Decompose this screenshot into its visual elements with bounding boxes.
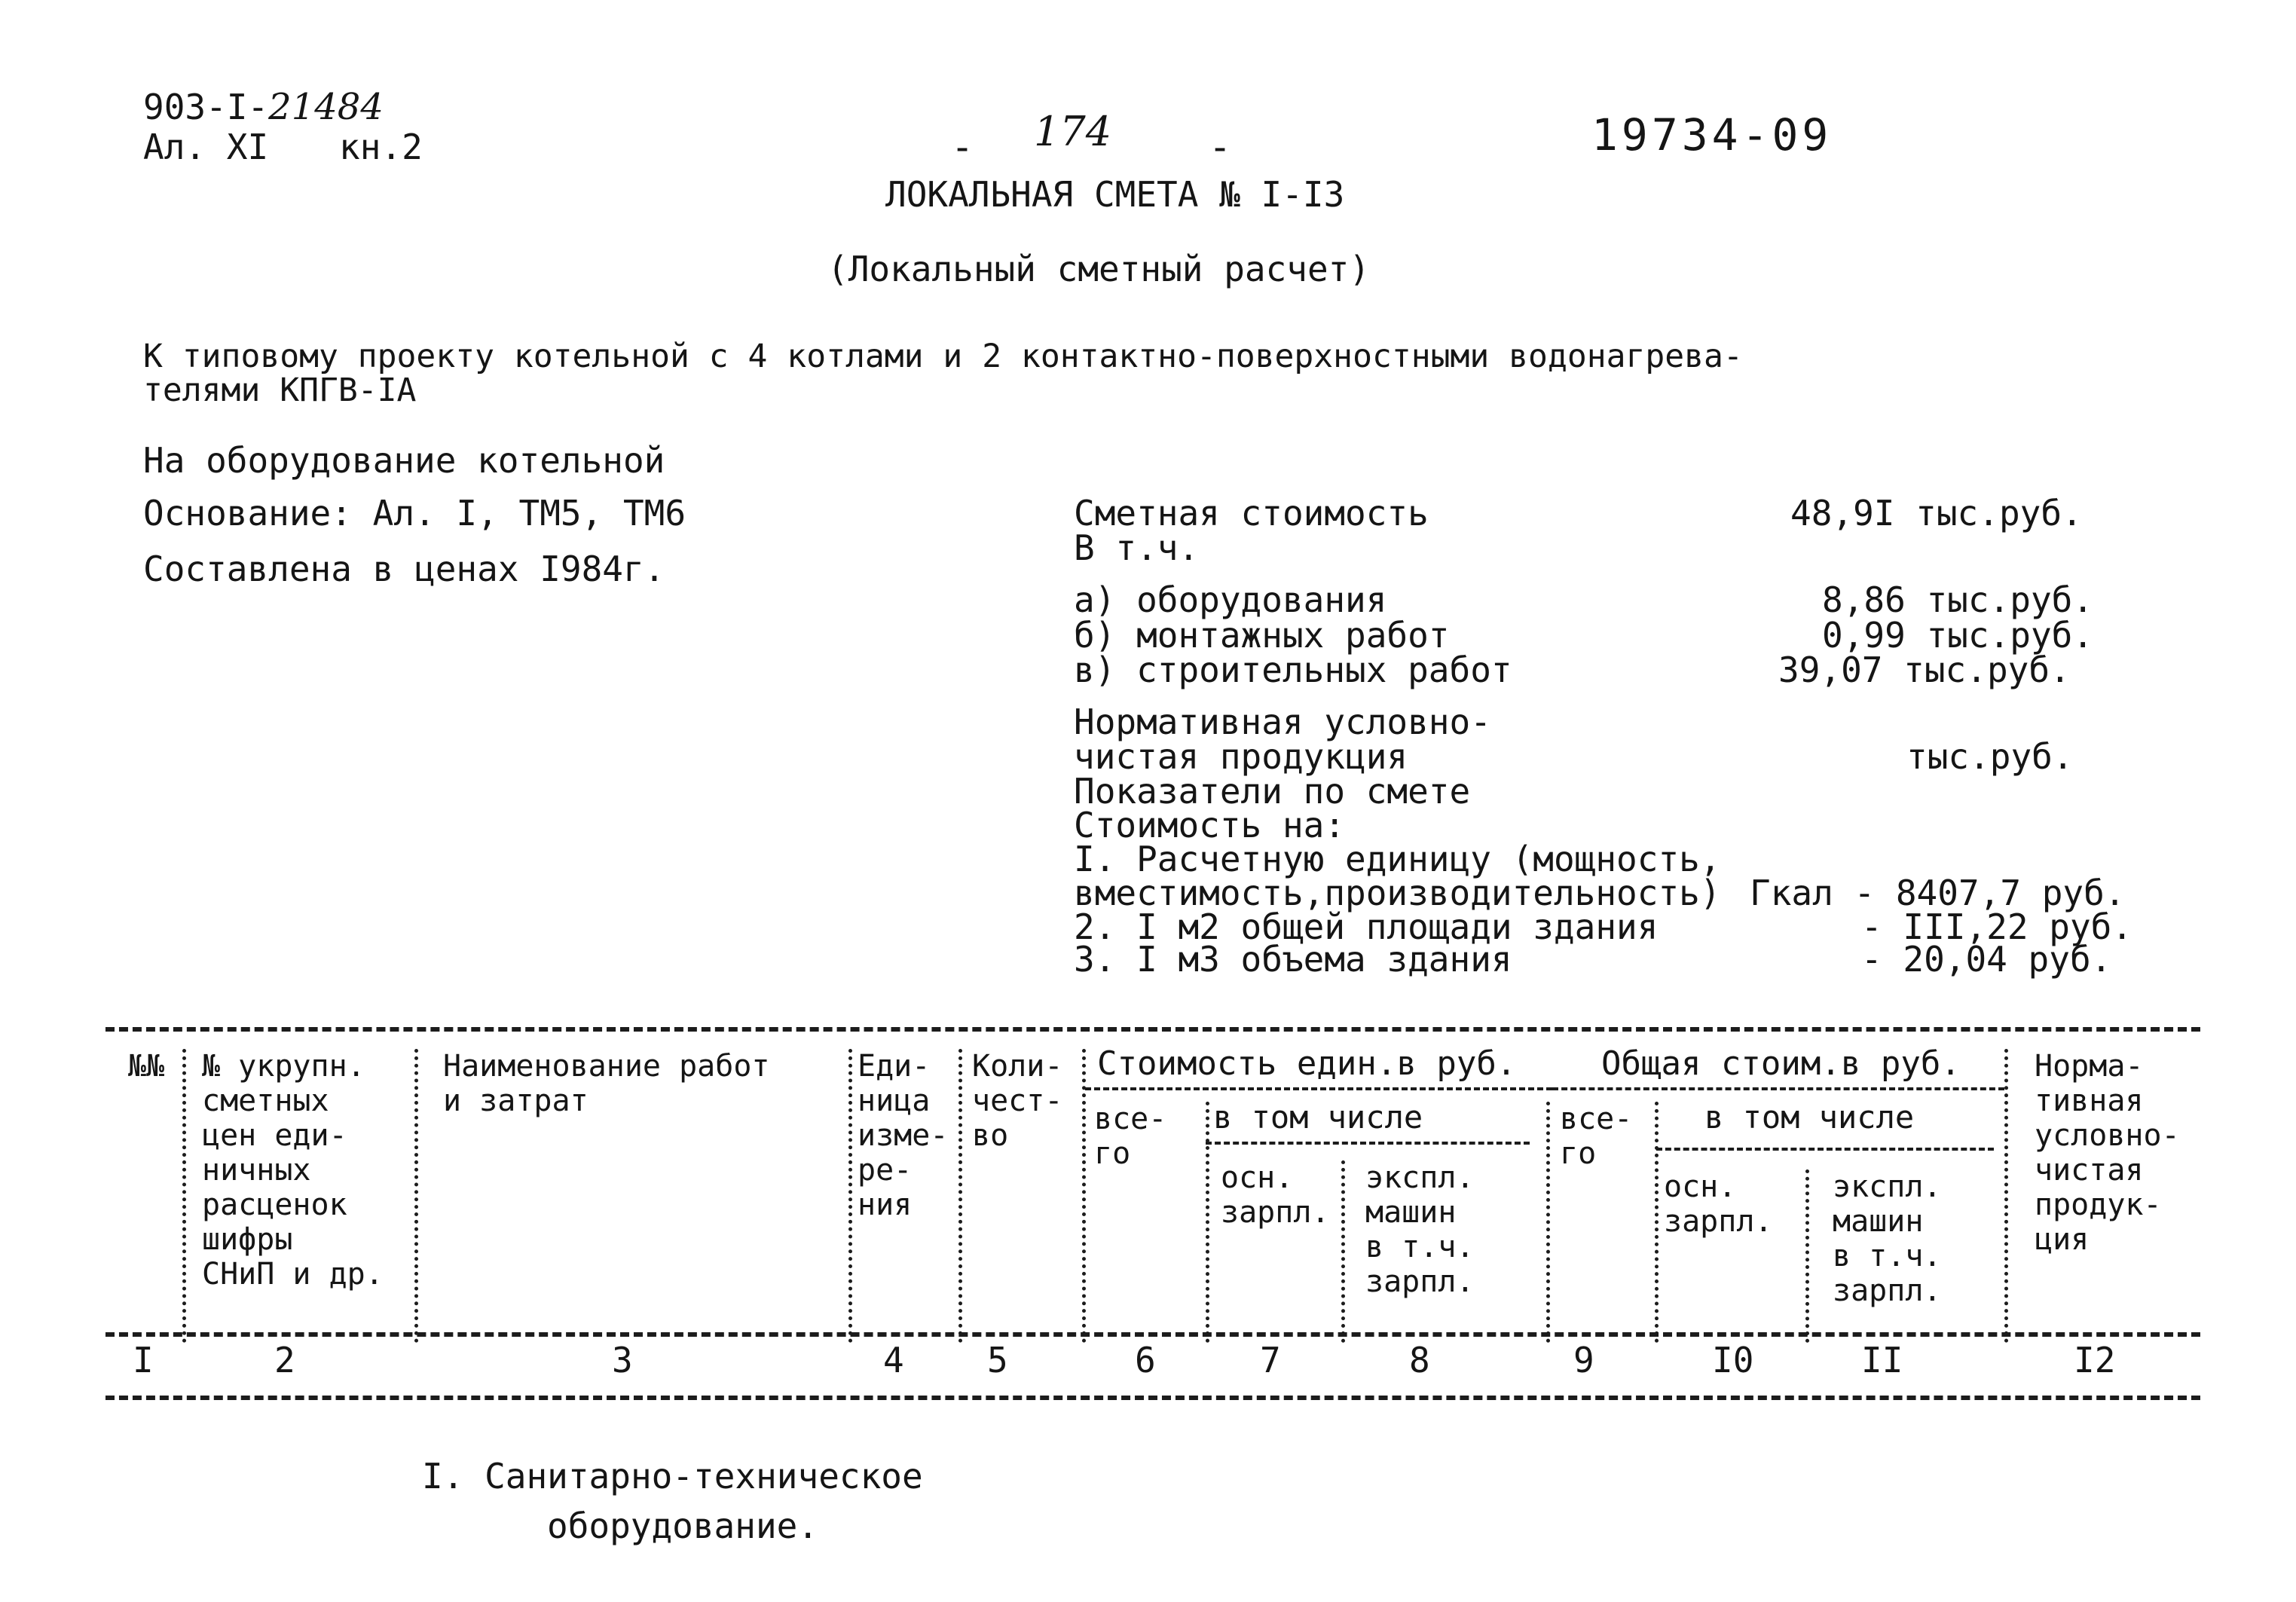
col-separator [414, 1049, 418, 1343]
including-label: В т.ч. [1074, 527, 1200, 568]
normative-unit: тыс.руб. [1906, 736, 2074, 777]
col-header-12: Норма- тивная условно- чистая продук- ция [2035, 1049, 2180, 1257]
col-num-3: 3 [612, 1340, 633, 1380]
page-dash-right: - [1209, 125, 1232, 169]
album-number: Ал. XI [143, 127, 269, 167]
col-separator [958, 1049, 962, 1343]
col-header-2: № укрупн. сметных цен еди- ничных расценок шифры СНиП и др. [202, 1049, 384, 1292]
object-name: На оборудование котельной [143, 440, 665, 481]
indicator-1-line-1: I. Расчетную единицу (мощность, [1074, 839, 1721, 879]
col-num-12: I2 [2074, 1340, 2116, 1380]
indicator-3-value: - 20,04 руб. [1861, 939, 2112, 980]
unit-sub-rule [1206, 1142, 1530, 1145]
group-total-cost-rule [1552, 1087, 2004, 1090]
indicator-2-label: 2. I м2 общей площади здания [1074, 906, 1659, 947]
section-heading-line-2: оборудование. [547, 1506, 819, 1546]
indicator-3-label: 3. I м3 объема здания [1074, 939, 1512, 980]
col-num-5: 5 [987, 1340, 1008, 1380]
normative-label-1: Нормативная условно- [1074, 702, 1491, 742]
indicator-2-value: - III,22 руб. [1861, 906, 2133, 947]
total-sub-rule [1656, 1148, 1994, 1151]
estimated-cost-value: 48,9I тыс.руб. [1790, 493, 2083, 533]
page-number: 174 [1034, 108, 1112, 155]
price-level: Составлена в ценах I984г. [143, 549, 665, 589]
cost-item-equipment: а) оборудования [1074, 579, 1387, 620]
section-heading-line-1: I. Санитарно-техническое [422, 1456, 923, 1497]
code-prefix: 903-I- [143, 87, 269, 127]
col-num-11: II [1861, 1340, 1903, 1380]
col-header-5: Коли- чест- во [972, 1049, 1063, 1153]
col-header-11: экспл. машин в т.ч. зарпл. [1833, 1169, 1942, 1308]
basis: Основание: Ал. I, ТМ5, ТМ6 [143, 493, 686, 533]
estimated-cost-label: Сметная стоимость [1074, 493, 1429, 533]
archive-stamp: 19734-09 [1591, 109, 1833, 161]
document-code [143, 86, 384, 128]
col-num-6: 6 [1135, 1340, 1156, 1380]
col-num-9: 9 [1573, 1340, 1594, 1380]
col-separator [182, 1049, 186, 1343]
group-unit-cost-rule [1085, 1087, 1552, 1090]
col-header-3: Наименование работ и затрат [443, 1049, 770, 1118]
col-separator [1206, 1102, 1209, 1343]
total-in-that-number: в том числе [1704, 1099, 1915, 1136]
indicator-1-line-2: вместимость,производительность) [1074, 873, 1721, 913]
cost-item-installation: б) монтажных работ [1074, 615, 1450, 656]
col-header-10: осн. зарпл. [1664, 1169, 1773, 1239]
indicators-label: Показатели по смете [1074, 771, 1471, 812]
project-line-2: телями КПГВ-IА [143, 371, 417, 409]
table-top-rule [105, 1027, 2200, 1032]
col-separator [1805, 1169, 1809, 1343]
unit-in-that-number: в том числе [1213, 1099, 1423, 1136]
page-title: ЛОКАЛЬНАЯ СМЕТА № I-I3 [885, 174, 1345, 215]
normative-label-2: чистая продукция [1074, 736, 1408, 777]
col-separator [1341, 1160, 1345, 1343]
page-dash-left: - [951, 125, 974, 169]
col-num-1: I [133, 1340, 154, 1380]
group-total-cost: Общая стоим.в руб. [1601, 1044, 1961, 1083]
project-line-1: К типовому проекту котельной с 4 котлами и 2 контактно-поверхностными водонагрева- [143, 338, 1743, 375]
cost-per-label: Стоимость на: [1074, 805, 1346, 845]
col-header-8: экспл. машин в т.ч. зарпл. [1365, 1160, 1475, 1299]
col-num-10: I0 [1712, 1340, 1754, 1380]
cost-value-construction: 39,07 тыс.руб. [1778, 650, 2071, 690]
cost-item-construction: в) строительных работ [1074, 650, 1512, 690]
col-header-9: все- го [1560, 1102, 1633, 1171]
header-bottom-rule [105, 1332, 2200, 1337]
col-separator [1546, 1102, 1550, 1343]
col-separator [848, 1049, 852, 1343]
col-num-4: 4 [883, 1340, 904, 1380]
cost-value-installation: 0,99 тыс.руб. [1822, 615, 2094, 656]
col-header-7: осн. зарпл. [1221, 1160, 1330, 1230]
col-num-8: 8 [1409, 1340, 1430, 1380]
indicator-1-value: Гкал - 8407,7 руб. [1750, 873, 2126, 913]
book-number: кн.2 [339, 127, 423, 167]
page-subtitle: (Локальный сметный расчет) [827, 249, 1371, 289]
col-num-2: 2 [274, 1340, 295, 1380]
group-unit-cost: Стоимость един.в руб. [1097, 1044, 1517, 1083]
col-separator [2004, 1049, 2008, 1343]
table-bottom-rule [105, 1396, 2200, 1400]
code-handwritten: 21484 [268, 86, 384, 128]
cost-value-equipment: 8,86 тыс.руб. [1822, 579, 2094, 620]
col-num-7: 7 [1260, 1340, 1281, 1380]
col-separator [1655, 1102, 1659, 1343]
col-header-4: Еди- ница изме- ре- ния [858, 1049, 949, 1222]
col-separator [1082, 1049, 1086, 1343]
col-header-1: №№ [128, 1049, 165, 1084]
col-header-6: все- го [1094, 1102, 1167, 1171]
